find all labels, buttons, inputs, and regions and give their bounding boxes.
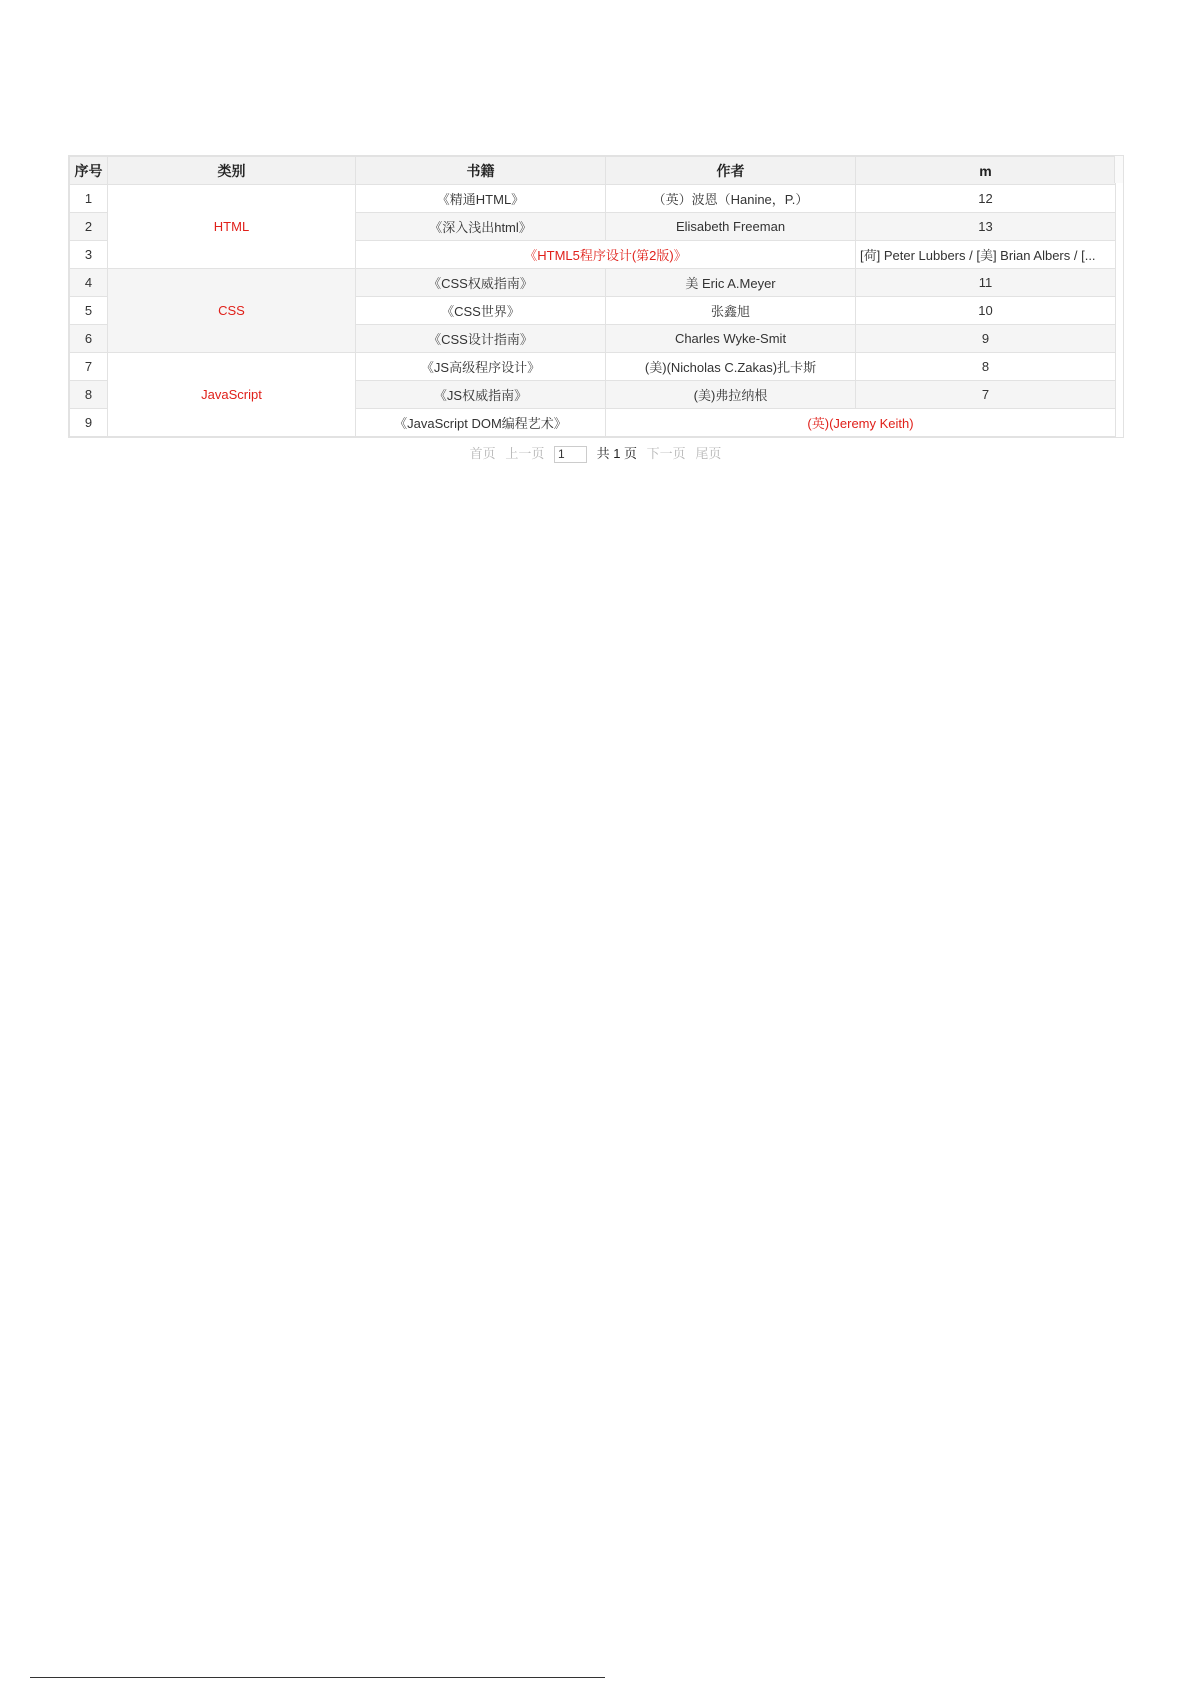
cell-book: 《JS权威指南》 (356, 381, 606, 409)
cell-author: (美)弗拉纳根 (606, 381, 856, 409)
cell-no: 9 (70, 409, 108, 437)
cell-no: 3 (70, 241, 108, 269)
cell-m: 11 (856, 269, 1116, 297)
cell-author: （英）波恩（Hanine，P.） (606, 185, 856, 213)
table-header-row (70, 157, 1116, 185)
table-row[interactable] (70, 269, 1116, 297)
cell-no: 6 (70, 325, 108, 353)
page-number-input[interactable]: 1 (554, 446, 587, 463)
column-header-book[interactable]: 书籍 (356, 157, 606, 185)
column-header-author[interactable]: 作者 (606, 157, 856, 185)
cell-author: 张鑫旭 (606, 297, 856, 325)
cell-author: Charles Wyke-Smit (606, 325, 856, 353)
header-scrollbar-gap (1114, 156, 1123, 183)
footer-divider (30, 1677, 605, 1678)
cell-m: 8 (856, 353, 1116, 381)
cell-no: 2 (70, 213, 108, 241)
next-page-link[interactable]: 下一页 (646, 446, 686, 461)
data-grid (68, 155, 1124, 438)
cell-category-html: HTML (108, 185, 356, 269)
cell-book: 《CSS权威指南》 (356, 269, 606, 297)
cell-book: 《CSS世界》 (356, 297, 606, 325)
cell-category-javascript: JavaScript (108, 353, 356, 437)
first-page-link[interactable]: 首页 (469, 446, 496, 461)
cell-m: 10 (856, 297, 1116, 325)
page-total-label: 共 1 页 (596, 446, 638, 461)
cell-m: 9 (856, 325, 1116, 353)
cell-book: 《精通HTML》 (356, 185, 606, 213)
cell-book: 《深入浅出html》 (356, 213, 606, 241)
cell-book: 《CSS设计指南》 (356, 325, 606, 353)
pagination (0, 443, 1191, 463)
cell-category-css: CSS (108, 269, 356, 353)
cell-no: 7 (70, 353, 108, 381)
books-table (69, 156, 1116, 437)
cell-author-merged: (英)(Jeremy Keith) (606, 409, 1116, 437)
cell-no: 8 (70, 381, 108, 409)
cell-no: 5 (70, 297, 108, 325)
cell-m: 7 (856, 381, 1116, 409)
cell-m: [荷] Peter Lubbers / [美] Brian Albers / [... (856, 241, 1116, 269)
cell-author: (美)(Nicholas C.Zakas)扎卡斯 (606, 353, 856, 381)
cell-m: 13 (856, 213, 1116, 241)
prev-page-link[interactable]: 上一页 (505, 446, 545, 461)
column-header-m[interactable]: m (856, 157, 1116, 185)
cell-book-merged: 《HTML5程序设计(第2版)》 (356, 241, 856, 269)
cell-m: 12 (856, 185, 1116, 213)
cell-author: Elisabeth Freeman (606, 213, 856, 241)
last-page-link[interactable]: 尾页 (695, 446, 722, 461)
cell-no: 4 (70, 269, 108, 297)
cell-book: 《JS高级程序设计》 (356, 353, 606, 381)
cell-book: 《JavaScript DOM编程艺术》 (356, 409, 606, 437)
table-row[interactable] (70, 185, 1116, 213)
column-header-no[interactable]: 序号 (70, 157, 108, 185)
cell-no: 1 (70, 185, 108, 213)
column-header-category[interactable]: 类别 (108, 157, 356, 185)
cell-author: 美 Eric A.Meyer (606, 269, 856, 297)
table-row[interactable] (70, 353, 1116, 381)
